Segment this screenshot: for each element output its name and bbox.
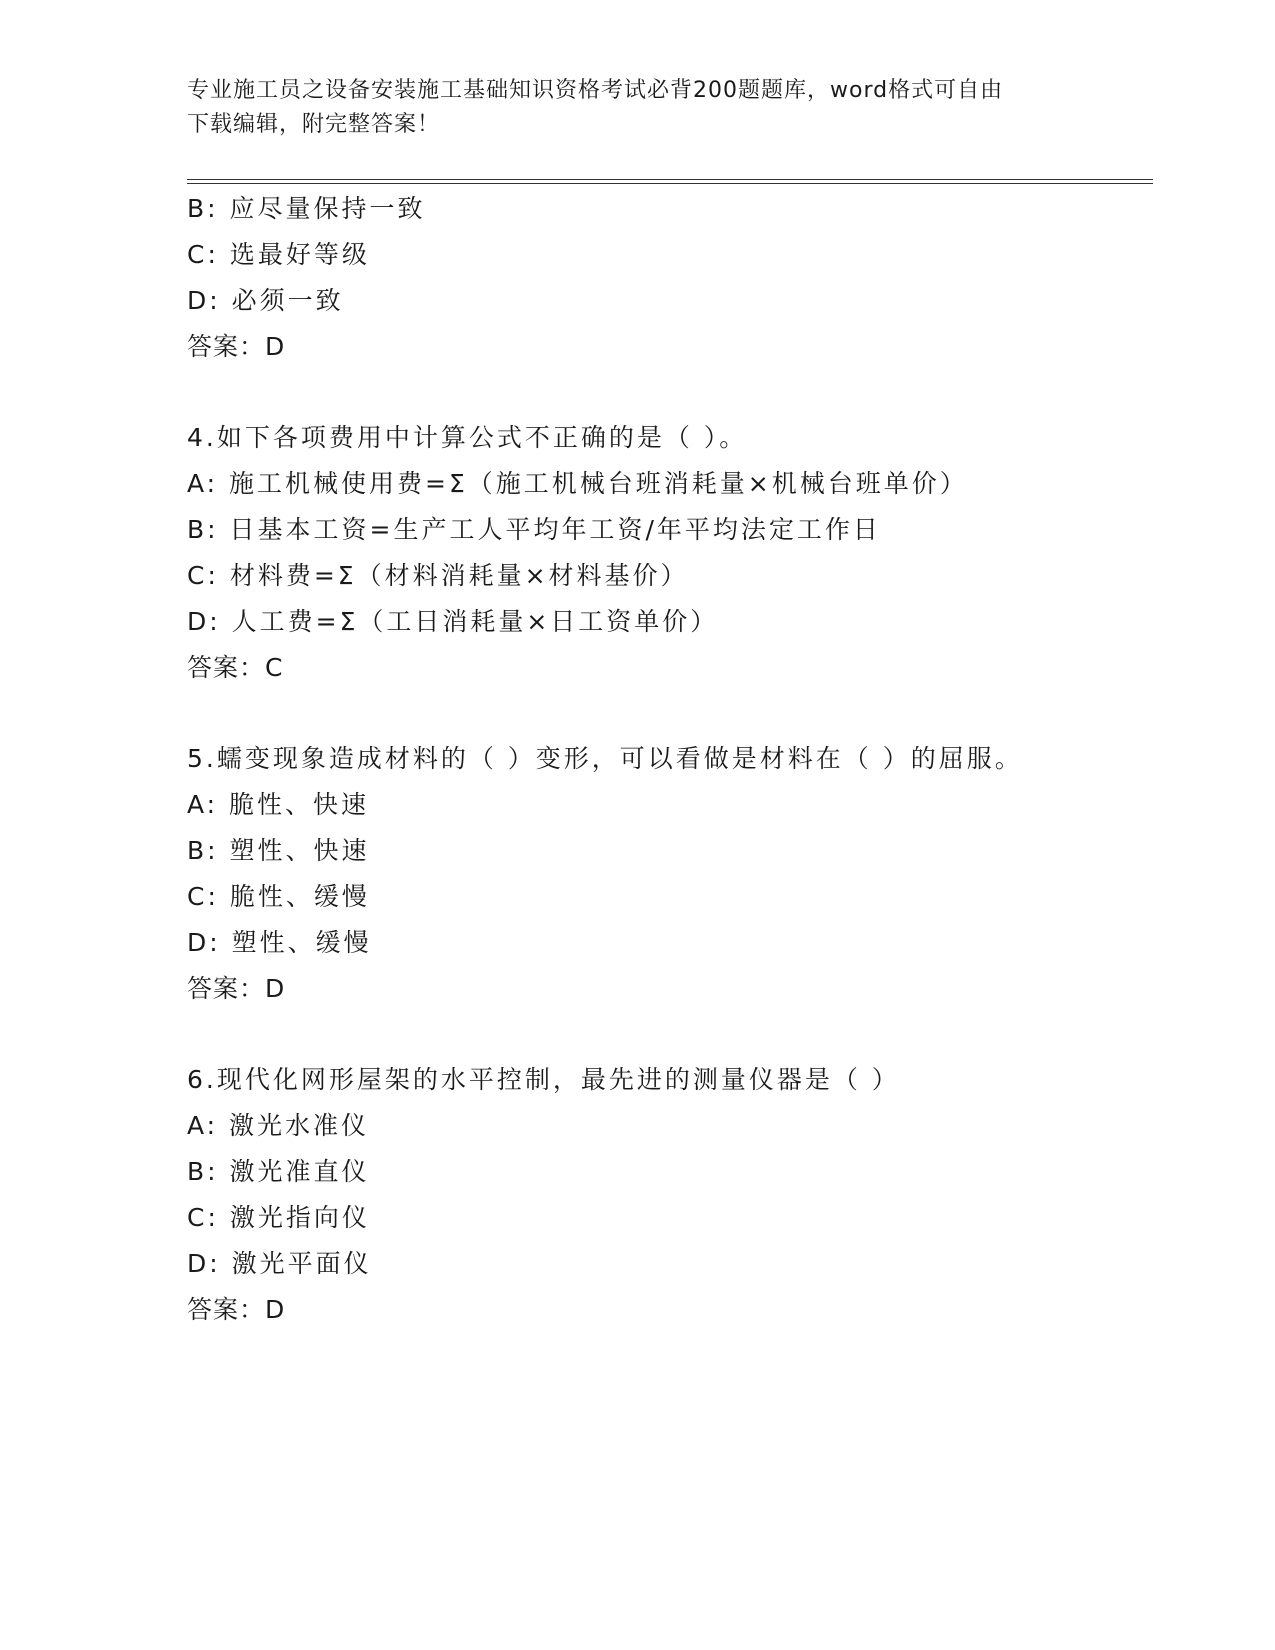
option-c: C: 材料费=Σ（材料消耗量×材料基价） [187,561,689,590]
option-d: D: 必须一致 [187,286,344,315]
question-spacer [187,370,1153,415]
option-b: B: 日基本工资=生产工人平均年工资/年平均法定工作日 [187,515,881,544]
option-c: C: 选最好等级 [187,240,370,269]
answer-line: 答案：D [187,1295,286,1324]
option-a: A: 激光水准仪 [187,1111,370,1140]
option-a: A: 施工机械使用费=Σ（施工机械台班消耗量×机械台班单价） [187,469,968,498]
question-stem: 5.蠕变现象造成材料的（ ）变形，可以看做是材料在（ ）的屈服。 [187,744,1023,773]
option-b: B: 应尽量保持一致 [187,194,426,223]
header-line-1: 专业施工员之设备安装施工基础知识资格考试必背200题题库，word格式可自由 [187,78,1004,103]
question-block-3 [187,186,1153,370]
header-divider-top [187,179,1153,180]
answer-line: 答案：D [187,974,286,1003]
answer-line: 答案：C [187,653,284,682]
option-c: C: 激光指向仪 [187,1203,370,1232]
option-d: D: 塑性、缓慢 [187,928,372,957]
header-divider-bottom [187,183,1153,184]
question-block-6 [187,1057,1153,1333]
option-d: D: 人工费=Σ（工日消耗量×日工资单价） [187,607,719,636]
question-list [187,186,1153,1333]
option-c: C: 脆性、缓慢 [187,882,370,911]
option-d: D: 激光平面仪 [187,1249,372,1278]
answer-line: 答案：D [187,332,286,361]
option-b: B: 塑性、快速 [187,836,370,865]
question-stem: 4.如下各项费用中计算公式不正确的是（ ）。 [187,423,748,452]
question-block-5 [187,736,1153,1012]
document-header [187,74,1087,142]
option-b: B: 激光准直仪 [187,1157,370,1186]
question-spacer [187,691,1153,736]
question-spacer [187,1012,1153,1057]
header-line-2: 下载编辑，附完整答案！ [187,112,441,137]
question-stem: 6.现代化网形屋架的水平控制，最先进的测量仪器是（ ） [187,1065,900,1094]
question-block-4 [187,415,1153,691]
option-a: A: 脆性、快速 [187,790,370,819]
